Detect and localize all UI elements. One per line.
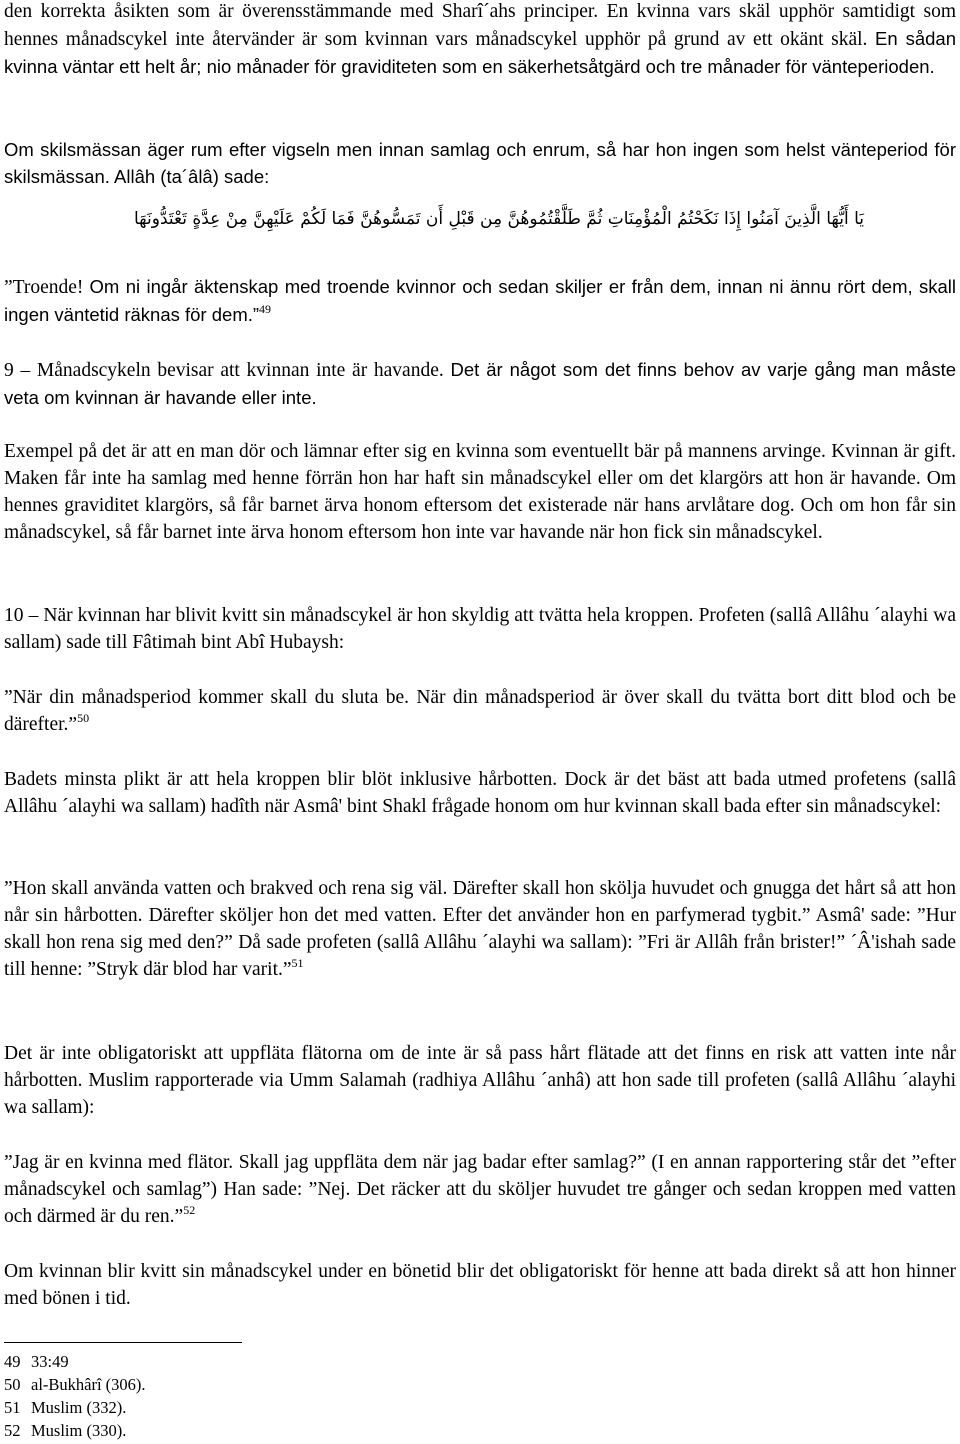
footnote-52 — [4, 1419, 604, 1442]
hadith-quote-2: ”Hon skall använda vatten och brakved och rena sig väl. Därefter skall hon skölja huvudet och gnugga det hårt så att hon når sin hårbotten. Därefter sköljer hon det med vatten. Efter det använder hon en parfymerad tygbit.” Asmâ' sade: ”Hur skall hon rena sig med den?” Då sade profeten (sallâ Allâhu ´alayhi wa sallam): ”Fri är Allâh från brister!” ´Â'ishah sade till henne: ”Stryk där blod har varit.” — [4, 878, 956, 980]
footnote-50 — [4, 1373, 604, 1396]
paragraph-7 — [4, 684, 956, 738]
paragraph-5: Exempel på det är att en man dör och lämnar efter sig en kvinna som eventuellt bär på mannens arvinge. Kvinnan är gift. Maken får inte ha samlag med henne förrän hon har haft sin månadscykel eller om det klargörs att hon är havande. Om hennes graviditet klargörs, så får barnet ärva honom eftersom det existerade när hans arvlåtare dog. Och om hon får sin månadscykel, så får barnet inte ärva honom eftersom hon inte var havande när hon fick sin månadscykel. — [4, 441, 956, 543]
paragraph-10: Det är inte obligatoriskt att uppfläta flätorna om de inte är så pass hårt flätade att det finns en risk att vatten inte når hårbotten. Muslim rapporterade via Umm Salamah (radhiya Allâhu ´anhâ) att hon sade till profeten (sallâ Allâhu ´alayhi wa sallam): — [4, 1043, 956, 1118]
footnote-number: 51 — [4, 1398, 21, 1417]
footnote-text: Muslim (330). — [31, 1421, 127, 1440]
paragraph-11 — [4, 1149, 956, 1230]
footnote-number: 52 — [4, 1421, 21, 1440]
hadith-quote-3: ”Jag är en kvinna med flätor. Skall jag uppfläta dem när jag badar efter samlag?” (I en annan rapportering står det ”efter månadscykel och samlag”) Han sade: ”Nej. Det räcker att du sköljer huvudet tre gånger och sedan kroppen med vatten och därmed är du ren.” — [4, 1152, 956, 1227]
paragraph-6: 10 – När kvinnan har blivit kvitt sin månadscykel är hon skyldig att tvätta hela kroppen. Profeten (sallâ Allâhu ´alayhi wa sallam) sade till Fâtimah bint Abî Hubaysh: — [4, 605, 956, 653]
footnote-text: 33:49 — [31, 1352, 69, 1371]
footnote-text: Muslim (332). — [31, 1398, 127, 1417]
arabic-quran-verse: يَا أَيُّهَا الَّذِينَ آمَنُوا إِذَا نَكَحْتُمُ الْمُؤْمِنَاتِ ثُمَّ طَلَّقْتُمُوهُنَّ مِن قَبْلِ أَن تَمَسُّوهُنَّ فَمَا لَكُمْ عَلَيْهِنَّ مِنْ عِدَّةٍ تَعْتَدُّونَهَا — [133, 209, 864, 229]
footnote-text: al-Bukhârî (306). — [31, 1375, 146, 1394]
paragraph-4 — [4, 356, 956, 412]
footnote-number: 49 — [4, 1352, 21, 1371]
paragraph-2: Om skilsmässan äger rum efter vigseln men innan samlag och enrum, så har hon ingen som helst vänteperiod för skilsmässan. Allâh (ta´âlâ) sade: — [4, 139, 956, 187]
footnote-number: 50 — [4, 1375, 21, 1394]
paragraph-12: Om kvinnan blir kvitt sin månadscykel under en bönetid blir det obligatoriskt för henne att bada direkt så att hon hinner med bönen i tid. — [4, 1261, 956, 1309]
paragraph-8: Badets minsta plikt är att hela kroppen blir blöt inklusive hårbotten. Dock är det bäst att bada utmed profetens (sallâ Allâhu ´alayhi wa sallam) hadîth när Asmâ' bint Shakl frågade honom om hur kvinnan skall bada efter sin månadscykel: — [4, 769, 956, 817]
footnote-49 — [4, 1350, 604, 1373]
paragraph-1 — [4, 0, 956, 81]
verse-translation: Om ni ingår äktenskap med troende kvinnor och sedan skiljer er från dem, innan ni ännu rört dem, skall ingen väntetid räknas för dem.” — [4, 276, 956, 325]
footnote-ref-52: 52 — [183, 1203, 196, 1217]
paragraph-1-text: den korrekta åsikten som är överensstämmande med Sharî´ahs principer. En kvinna vars skäl upphör samtidigt som hennes månadscykel inte återvänder är som kvinnan vars månadscykel upphör på grund av ett okänt skäl. — [4, 1, 956, 50]
footnote-ref-51: 51 — [291, 956, 304, 970]
paragraph-4-text: Det är något som det finns behov av varje gång man måste veta om kvinnan är havande eller inte. — [4, 359, 956, 408]
quote-open: ”Troende! — [4, 277, 90, 298]
hadith-quote-1: ”När din månadsperiod kommer skall du sluta be. När din månadsperiod är över skall du tvätta bort ditt blod och be därefter.” — [4, 687, 956, 735]
footnote-ref-50: 50 — [77, 711, 90, 725]
footnote-ref-49: 49 — [259, 302, 272, 316]
paragraph-3 — [4, 273, 956, 329]
paragraph-1-text-cont: En sådan kvinna väntar ett helt år; nio månader för graviditeten som en säkerhetsåtgärd och tre månader för vänteperioden. — [4, 28, 956, 77]
footnote-51 — [4, 1396, 604, 1419]
footnote-divider — [4, 1342, 242, 1343]
paragraph-4-heading: 9 – Månadscykeln bevisar att kvinnan inte är havande. — [4, 360, 451, 381]
paragraph-9 — [4, 875, 956, 983]
